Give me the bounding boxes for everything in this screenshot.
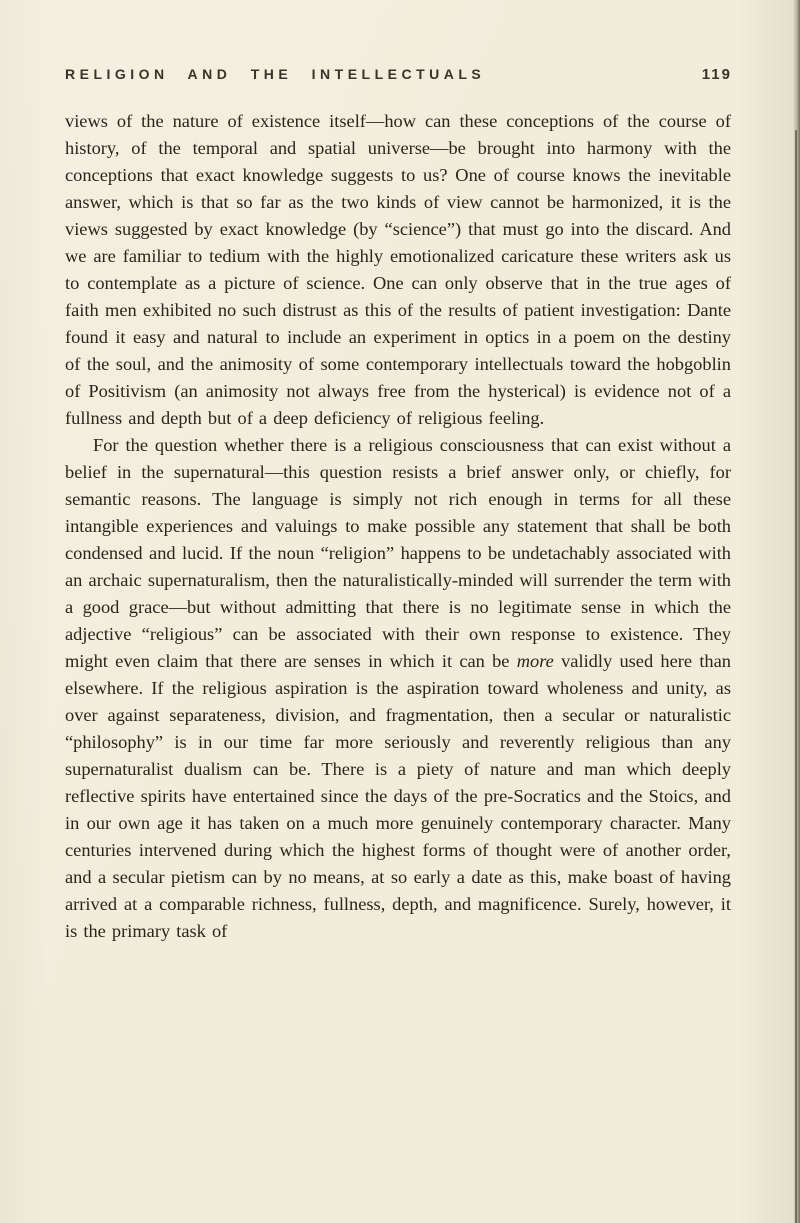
page-header	[65, 66, 732, 83]
paragraph-2-text-before-italic: For the question whether there is a religious consciousness that can exist without a belief in the supernatural—this question resists a brief answer only, or chiefly, for semantic reasons. The language is simply not rich enough in terms for all these intangible experiences and valuings to make possible any statement that shall be both condensed and lucid. If the noun “religion” happens to be undetachably associated with an archaic supernaturalism, then the naturalistically-minded will surrender the term with a good grace—but without admitting that there is no legitimate sense in which the adjective “religious” can be associated with their own response to existence. They might even claim that there are senses in which it can be	[65, 435, 731, 671]
page-number: 119	[701, 66, 732, 83]
paragraph-1: views of the nature of existence itself—how can these conceptions of the course of history, of the temporal and spatial universe—be brought into harmony with the conceptions that exact knowledge suggests to us? One of course knows the inevitable answer, which is that so far as the two kinds of view cannot be harmonized, it is the views suggested by exact knowledge (by “science”) that must go into the discard. And we are familiar to tedium with the highly emotionalized caricature these writers ask us to contemplate as a picture of science. One can only observe that in the true ages of faith men exhibited no such distrust as this of the results of patient investigation: Dante found it easy and natural to include an experiment in optics in a poem on the destiny of the soul, and the animosity of some contemporary intellectuals toward the hobgoblin of Positivism (an animosity not always free from the hysterical) is evidence not of a fullness and depth but of a deep deficiency of religious feeling.	[65, 111, 731, 428]
scan-edge-line	[795, 130, 797, 1223]
body-text	[65, 108, 731, 945]
running-title: RELIGION AND THE INTELLECTUALS	[65, 66, 486, 82]
paragraph-2	[65, 432, 731, 945]
paragraph-2-text-after-italic: validly used here than elsewhere. If the religious aspiration is the aspiration toward wholeness and unity, as over against separateness, division, and fragmentation, then a secular or naturalistic “philosophy” is in our time far more seriously and reverently religious than any supernaturalist dualism can be. There is a piety of nature and man which deeply reflective spirits have entertained since the days of the pre-Socratics and the Stoics, and in our own age it has taken on a much more genuinely contemporary character. Many centuries intervened during which the highest forms of thought were of another order, and a secular pietism can by no means, at so early a date as this, make boast of having arrived at a comparable richness, fullness, depth, and magnificence. Surely, however, it is the primary task of	[65, 651, 731, 941]
scan-edge-shadow	[793, 0, 800, 1223]
paragraph-2-italic-word: more	[516, 651, 554, 671]
